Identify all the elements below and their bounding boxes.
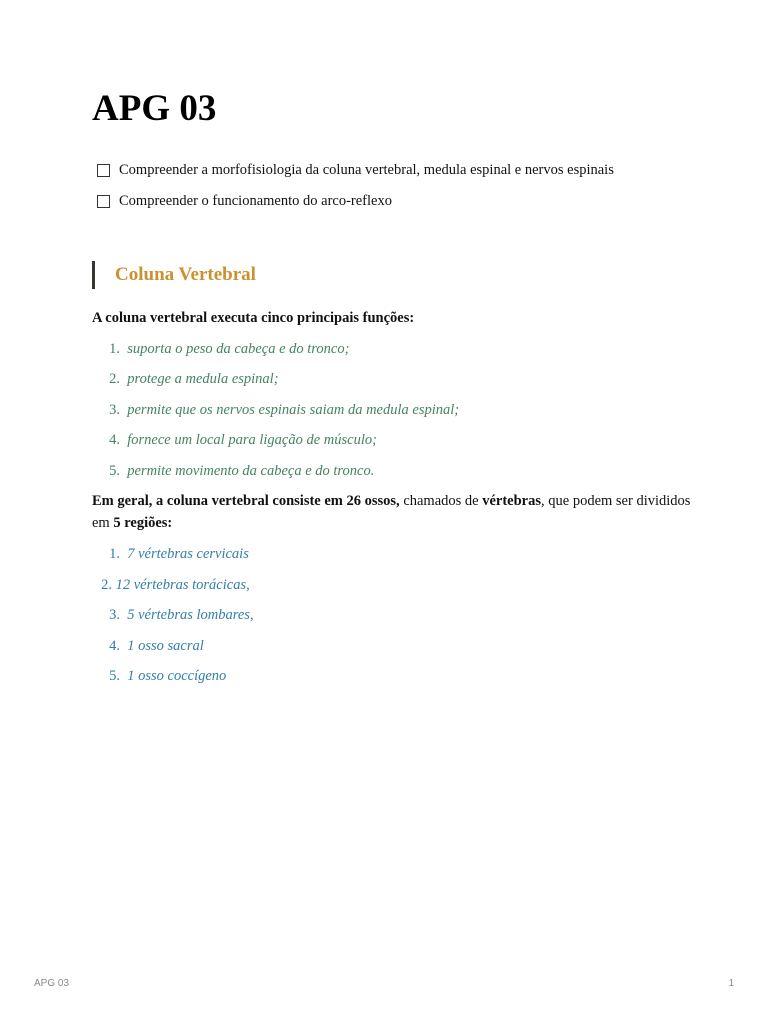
list-item: 3. permite que os nervos espinais saiam da medula espinal; <box>109 402 460 418</box>
body-text: , que podem ser divididos em <box>92 493 691 531</box>
checkbox[interactable] <box>97 164 110 177</box>
functions-intro: A coluna vertebral executa cinco principais funções: <box>92 310 415 326</box>
todo-item <box>97 192 392 210</box>
page-title: APG 03 <box>92 88 217 129</box>
section-heading-callout <box>92 261 256 289</box>
list-item: 5. permite movimento da cabeça e do tronco. <box>109 463 375 479</box>
list-item: 1. suporta o peso da cabeça e do tronco; <box>109 341 350 357</box>
page-number: 1 <box>728 978 734 989</box>
bold-text: vértebras <box>482 493 542 509</box>
bold-text: 5 regiões: <box>113 515 173 531</box>
list-item: 4. 1 osso sacral <box>109 638 204 654</box>
todo-text: Compreender o funcionamento do arco-reflexo <box>119 193 392 209</box>
footer-document-title: APG 03 <box>34 978 70 989</box>
list-item: 5. 1 osso coccígeno <box>109 668 227 684</box>
vertebrae-paragraph <box>92 490 692 534</box>
list-item: 2. protege a medula espinal; <box>109 371 279 387</box>
checkbox[interactable] <box>97 195 110 208</box>
todo-text: Compreender a morfofisiologia da coluna vertebral, medula espinal e nervos espinais <box>119 162 614 178</box>
todo-item <box>97 161 614 179</box>
bold-text: Em geral, a coluna vertebral consiste em 26 ossos, <box>92 493 400 509</box>
list-item: 3. 5 vértebras lombares, <box>109 607 254 623</box>
body-text: chamados de <box>399 493 483 509</box>
list-item: 1. 7 vértebras cervicais <box>109 546 249 562</box>
list-item: 4. fornece um local para ligação de músculo; <box>109 432 377 448</box>
list-item: 2. 12 vértebras torácicas, <box>101 577 250 593</box>
section-heading: Coluna Vertebral <box>115 264 256 285</box>
